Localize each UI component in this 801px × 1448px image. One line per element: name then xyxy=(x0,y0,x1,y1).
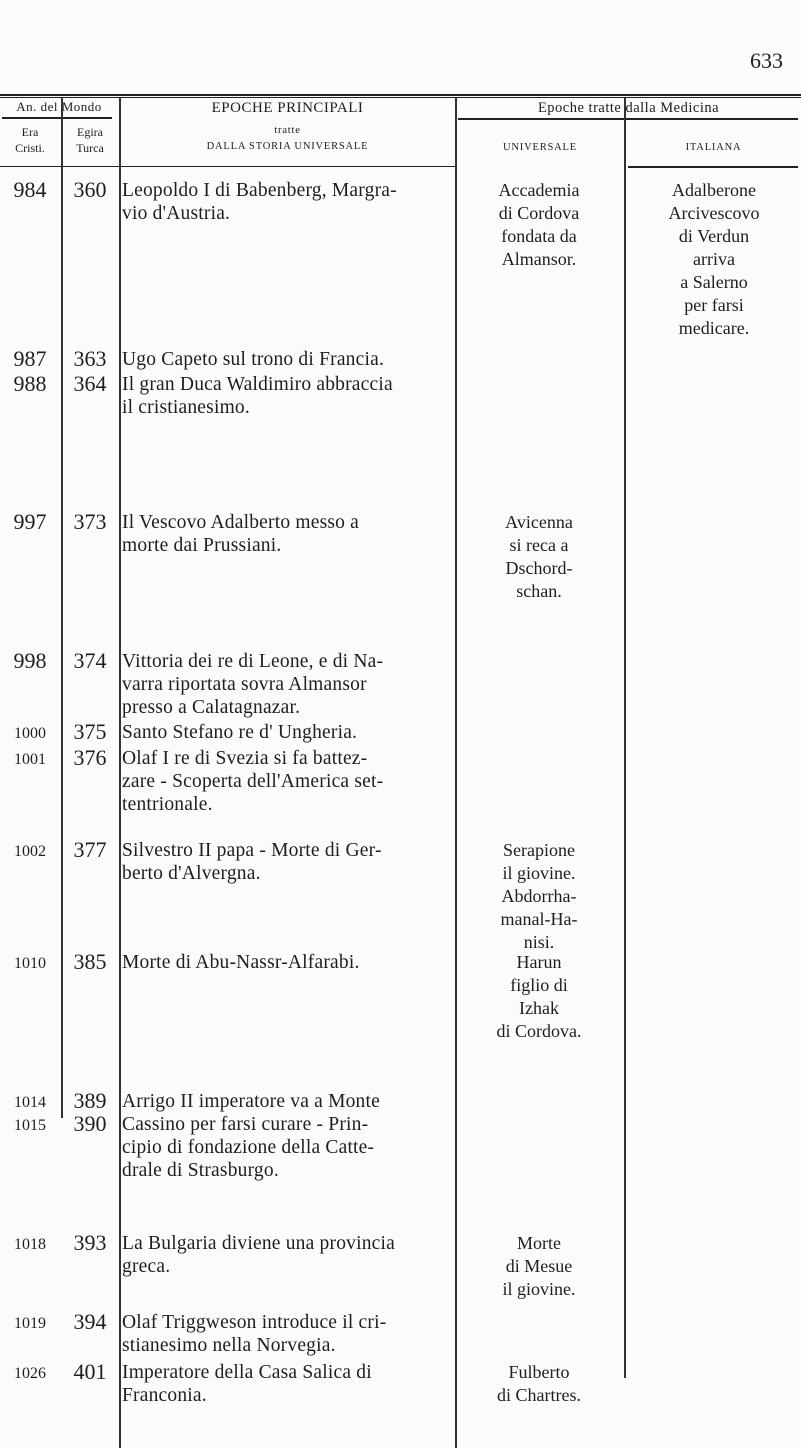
header-epoche-tratte: tratte xyxy=(274,125,301,136)
column-rule-italiana xyxy=(624,98,626,1378)
page-number: 633 xyxy=(750,48,783,73)
event-line: greca. xyxy=(122,1256,171,1277)
era-cristi-year: 1018 xyxy=(14,1236,46,1253)
egira-turca-year: 360 xyxy=(73,177,107,202)
medicina-universale-line: di Cordova xyxy=(498,203,580,223)
egira-turca-year: 389 xyxy=(73,1088,107,1113)
egira-turca-year: 373 xyxy=(73,509,107,534)
medicina-universale-line: Abdorrha- xyxy=(501,886,577,906)
event-line: drale di Strasburgo. xyxy=(122,1160,279,1181)
egira-turca-year: 363 xyxy=(73,346,107,371)
medicina-universale-line: Izhak xyxy=(519,998,559,1018)
event-line: Imperatore della Casa Salica di xyxy=(122,1362,372,1383)
event-line: vio d'Austria. xyxy=(122,203,231,224)
event-line: Vittoria dei re di Leone, e di Na- xyxy=(122,651,384,672)
medicina-universale-line: nisi. xyxy=(523,932,555,952)
medicina-italiana-line: Adalberone xyxy=(672,180,756,200)
header-egira-turca-2: Turca xyxy=(76,141,104,155)
medicina-universale-line: si reca a xyxy=(509,535,569,555)
medicina-italiana-line: per farsi xyxy=(684,295,744,315)
egira-turca-year: 376 xyxy=(73,745,107,770)
medicina-italiana-line: a Salerno xyxy=(680,272,748,292)
event-line: berto d'Alvergna. xyxy=(122,863,261,884)
medicina-universale-line: il giovine. xyxy=(502,1279,576,1299)
medicina-universale-line: di Chartres. xyxy=(497,1385,581,1405)
medicina-universale-line: Dschord- xyxy=(505,558,573,578)
medicina-universale-line: Harun xyxy=(516,952,562,972)
event-line: il cristianesimo. xyxy=(122,397,250,418)
era-cristi-year: 1001 xyxy=(14,751,46,768)
egira-turca-year: 375 xyxy=(73,719,107,744)
egira-turca-year: 385 xyxy=(73,949,107,974)
header-era-cristi-2: Cristi. xyxy=(15,141,45,155)
egira-turca-year: 401 xyxy=(73,1359,107,1384)
medicina-universale-line: schan. xyxy=(516,581,562,601)
medicina-italiana-line: medicare. xyxy=(678,318,750,338)
medicina-universale-line: Avicenna xyxy=(505,512,573,532)
header-epoche-medicina: Epoche tratte dalla Medicina xyxy=(537,100,720,116)
era-cristi-year: 1000 xyxy=(14,725,46,742)
header-an-del-mondo: An. del Mondo xyxy=(16,99,102,114)
event-line: cipio di fondazione della Catte- xyxy=(122,1137,375,1158)
header-egira-turca-1: Egira xyxy=(77,125,103,139)
event-line: Cassino per farsi curare - Prin- xyxy=(122,1114,369,1135)
event-line: stianesimo nella Norvegia. xyxy=(122,1335,336,1356)
medicina-subrule xyxy=(458,118,798,120)
egira-turca-year: 364 xyxy=(73,371,107,396)
medicina-universale-line: di Cordova. xyxy=(496,1021,582,1041)
egira-turca-year: 393 xyxy=(73,1230,107,1255)
medicina-universale-line: Fulberto xyxy=(508,1362,570,1382)
event-line: varra riportata sovra Almansor xyxy=(122,674,367,695)
medicina-italiana-line: di Verdun xyxy=(678,226,750,246)
event-line: Franconia. xyxy=(122,1385,207,1406)
era-egira-subrule xyxy=(2,117,112,119)
event-line: Santo Stefano re d' Ungheria. xyxy=(122,722,358,743)
event-line: zare - Scoperta dell'America set- xyxy=(122,771,384,792)
event-line: La Bulgaria diviene una provincia xyxy=(122,1233,396,1254)
medicina-universale-line: Almansor. xyxy=(501,249,577,269)
medicina-universale-line: Accademia xyxy=(498,180,580,200)
header-era-cristi-1: Era xyxy=(21,125,39,139)
header-italiana: ITALIANA xyxy=(685,142,742,153)
medicina-italiana-line: Arcivescovo xyxy=(668,203,760,223)
header-dalla-storia: DALLA STORIA UNIVERSALE xyxy=(206,141,369,152)
event-line: Morte di Abu-Nassr-Alfarabi. xyxy=(122,952,360,973)
event-line: Leopoldo I di Babenberg, Margra- xyxy=(122,180,397,201)
event-line: tentrionale. xyxy=(122,794,213,815)
era-cristi-year: 1010 xyxy=(14,955,46,972)
era-cristi-year: 1014 xyxy=(14,1094,46,1111)
column-rule-egira xyxy=(119,98,121,1448)
event-line: Olaf I re di Svezia si fa battez- xyxy=(122,748,368,769)
era-cristi-year: 1015 xyxy=(14,1117,46,1134)
era-cristi-year: 987 xyxy=(13,346,47,371)
era-cristi-year: 1019 xyxy=(14,1315,46,1332)
event-line: Ugo Capeto sul trono di Francia. xyxy=(122,349,385,370)
event-line: presso a Calatagnazar. xyxy=(122,697,301,718)
event-line: morte dai Prussiani. xyxy=(122,535,282,556)
header-bottom-rule-right xyxy=(628,166,798,168)
medicina-universale-line: figlio di xyxy=(510,975,568,995)
event-line: Silvestro II papa - Morte di Ger- xyxy=(122,840,382,861)
header-bottom-rule xyxy=(0,166,456,167)
era-cristi-year: 998 xyxy=(13,648,47,673)
egira-turca-year: 374 xyxy=(73,648,107,673)
event-line: Arrigo II imperatore va a Monte xyxy=(122,1091,380,1112)
medicina-universale-line: Morte xyxy=(517,1233,561,1253)
header-top-rule xyxy=(0,94,801,96)
medicina-universale-line: di Mesue xyxy=(505,1256,573,1276)
medicina-universale-line: il giovine. xyxy=(502,863,576,883)
medicina-universale-line: fondata da xyxy=(501,226,577,246)
egira-turca-year: 394 xyxy=(73,1309,107,1334)
medicina-universale-line: manal-Ha- xyxy=(500,909,578,929)
egira-turca-year: 377 xyxy=(73,837,107,862)
era-cristi-year: 1026 xyxy=(14,1365,46,1382)
egira-turca-year: 390 xyxy=(73,1111,107,1136)
event-line: Il gran Duca Waldimiro abbraccia xyxy=(122,374,393,395)
header-epoche-principali: EPOCHE PRINCIPALI xyxy=(211,100,364,116)
header-universale: UNIVERSALE xyxy=(503,142,577,153)
era-cristi-year: 1002 xyxy=(14,843,46,860)
medicina-universale-line: Serapione xyxy=(503,840,575,860)
era-cristi-year: 997 xyxy=(13,509,47,534)
event-line: Il Vescovo Adalberto messo a xyxy=(122,512,360,533)
era-cristi-year: 984 xyxy=(13,177,47,202)
era-cristi-year: 988 xyxy=(13,371,47,396)
event-line: Olaf Triggweson introduce il cri- xyxy=(122,1312,387,1333)
medicina-italiana-line: arriva xyxy=(693,249,735,269)
